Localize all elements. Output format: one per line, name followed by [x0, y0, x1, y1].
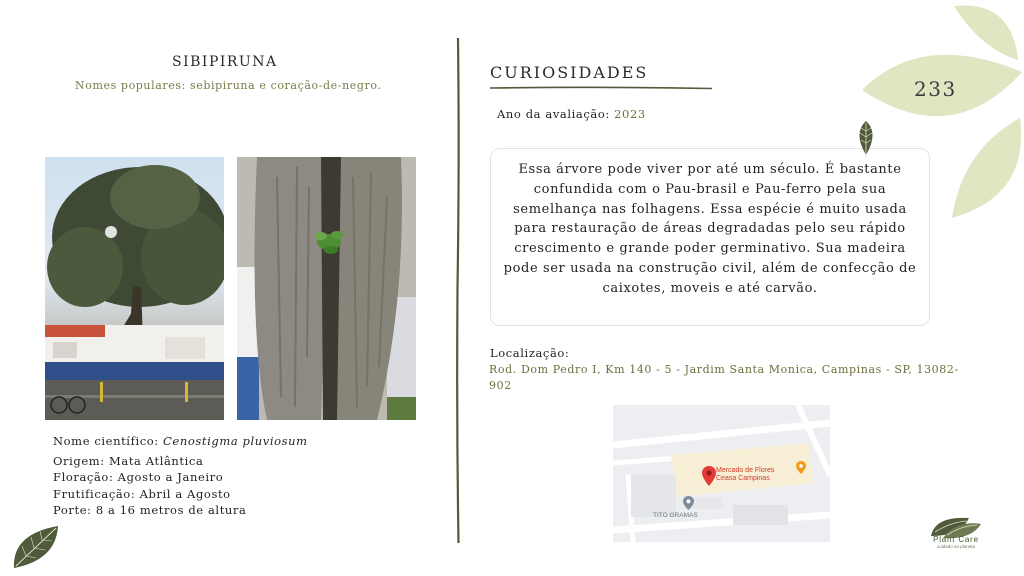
map-place-line1: Mercado de Flores	[716, 467, 775, 474]
small-leaf-icon	[855, 121, 877, 159]
tree-photo-illustration	[45, 157, 224, 420]
year-value: 2023	[614, 107, 646, 121]
orange-poi-icon[interactable]	[796, 461, 806, 474]
popular-names: Nomes populares: sebipiruna e coração-de-negro.	[75, 79, 382, 92]
year-label: Ano da avaliação:	[497, 107, 615, 121]
description-text: Essa árvore pode viver por até um século. É bastante confundida com o Pau-brasil e Pau-ferro pela sua semelhança nas folhagens. Essa espécie é muito usada para restauração de áreas degradadas pelo seu rápido crescimento e grande poder germinativo. Sua madeira pode ser usada na construção civil, além de confecção de caixotes, moveis e até carvão.	[503, 162, 917, 296]
tree-size: Porte: 8 a 16 metros de altura	[53, 503, 247, 517]
curiosities-title: CURIOSIDADES	[490, 63, 649, 82]
vertical-divider	[455, 38, 461, 543]
tree-photo	[45, 157, 224, 420]
map-pin-icon[interactable]	[702, 466, 716, 486]
map-place-label	[716, 467, 774, 483]
trunk-photo-illustration	[237, 157, 416, 420]
trunk-photo	[237, 157, 416, 420]
origin: Origem: Mata Atlântica	[53, 454, 204, 468]
map-poi-label: TITO GRAMAS	[653, 512, 698, 519]
brand-name: Plant Care	[933, 535, 979, 544]
scientific-name-label: Nome científico:	[53, 434, 164, 448]
fruiting: Frutificação: Abril a Agosto	[53, 487, 231, 501]
assessment-year	[497, 107, 646, 121]
scientific-name-value: Cenostigma pluviosum	[163, 434, 308, 448]
map-place-line2: Ceasa Campinas	[716, 475, 770, 482]
location-label: Localização:	[490, 346, 570, 360]
brand-tagline: cuidado ao planeta	[936, 544, 976, 549]
leaf-cluster-icon	[862, 0, 1024, 225]
gray-poi-icon[interactable]	[683, 496, 694, 510]
scientific-name	[53, 434, 308, 448]
location-address: Rod. Dom Pedro I, Km 140 - 5 - Jardim Santa Monica, Campinas - SP, 13082-902	[489, 363, 959, 392]
flowering: Floração: Agosto a Janeiro	[53, 470, 224, 484]
species-title: SIBIPIRUNA	[172, 54, 278, 70]
page-number: 233	[914, 77, 957, 101]
title-underline	[490, 85, 712, 91]
bottom-leaf-icon	[12, 524, 60, 570]
location-map[interactable]	[613, 405, 830, 542]
